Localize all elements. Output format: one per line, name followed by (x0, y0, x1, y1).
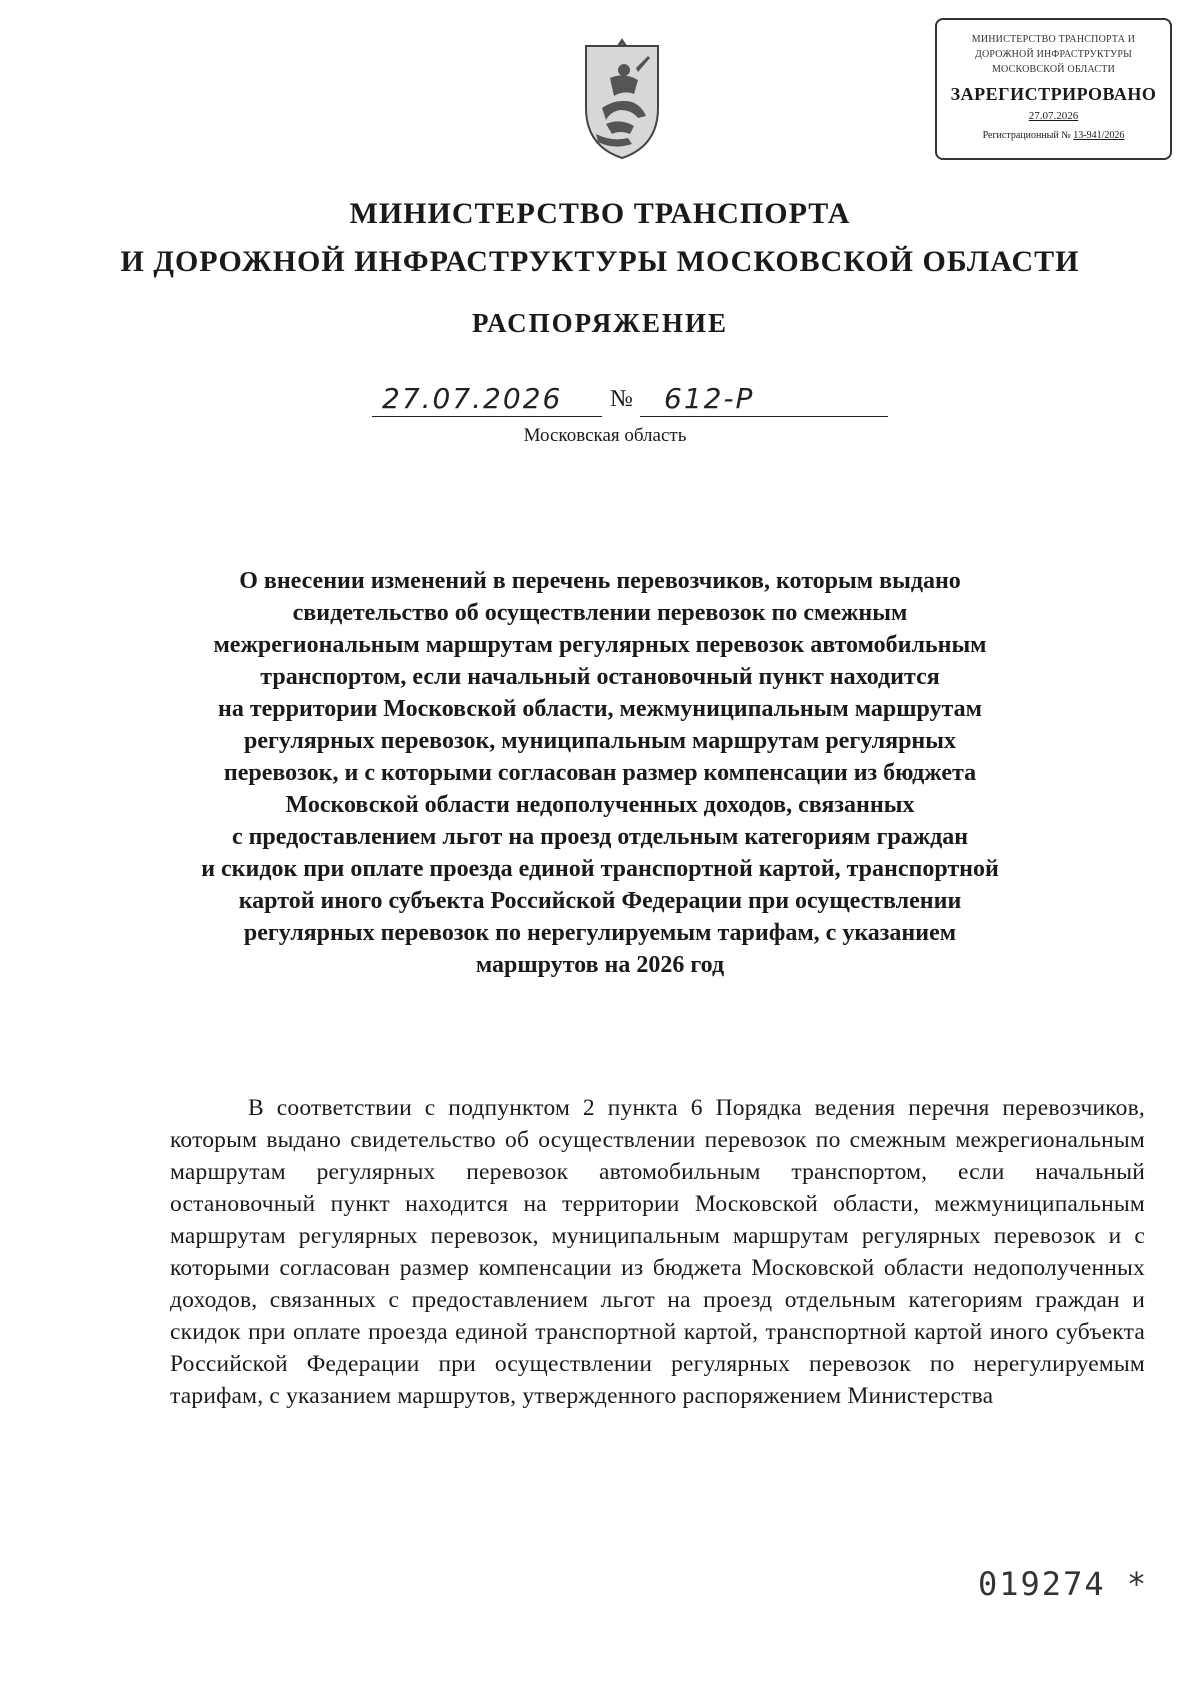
subject-line: Московской области недополученных доходов, связанных (285, 792, 915, 818)
subject-line: и скидок при оплате проезда единой транспортной картой, транспортной (201, 856, 999, 882)
location: Московская область (523, 425, 687, 446)
stamp-registration-row (937, 128, 1170, 144)
subject-line: перевозок, и с которыми согласован размер компенсации из бюджета (223, 760, 977, 786)
document-code: 019274 * (978, 1565, 1149, 1603)
number-sign: № (610, 386, 633, 412)
subject-line: свидетельство об осуществлении перевозок по смежным (292, 600, 908, 626)
subject-line: О внесении изменений в перечень перевозчиков, которым выдано (239, 568, 961, 594)
stamp-org-line-3: МОСКОВСКОЙ ОБЛАСТИ (991, 64, 1116, 75)
subject-line: регулярных перевозок, муниципальным маршрутам регулярных (244, 728, 956, 754)
document-type: РАСПОРЯЖЕНИЕ (471, 308, 729, 338)
document-subject (170, 565, 1030, 981)
date-underline (372, 416, 602, 417)
subject-line: картой иного субъекта Российской Федерации при осуществлении (238, 888, 962, 914)
registration-stamp (935, 18, 1172, 160)
stamp-reg-label: Регистрационный № (982, 130, 1071, 141)
stamp-reg-number: 13-941/2026 (1073, 130, 1125, 141)
ministry-title-line-1: МИНИСТЕРСТВО ТРАНСПОРТА (349, 197, 851, 230)
number-underline (640, 416, 888, 417)
stamp-org-line-1: МИНИСТЕРСТВО ТРАНСПОРТА И (971, 34, 1136, 45)
ministry-title-line-2: И ДОРОЖНОЙ ИНФРАСТРУКТУРЫ МОСКОВСКОЙ ОБЛАСТИ (120, 245, 1080, 278)
handwritten-date: 27.07.2026 (382, 382, 563, 415)
subject-line: с предоставлением льгот на проезд отдельным категориям граждан (231, 824, 969, 850)
stamp-org-line-2: ДОРОЖНОЙ ИНФРАСТРУКТУРЫ (974, 49, 1133, 60)
stamp-date: 27.07.2026 (1028, 110, 1079, 122)
ministry-title (0, 190, 1200, 286)
moscow-oblast-coat-of-arms-icon (572, 38, 672, 164)
handwritten-number: 612-Р (664, 382, 755, 415)
subject-line: регулярных перевозок по нерегулируемым тарифам, с указанием (243, 920, 957, 946)
subject-line: межрегиональным маршрутам регулярных перевозок автомобильным (213, 632, 987, 658)
body-paragraph: В соответствии с подпунктом 2 пункта 6 Порядка ведения перечня перевозчиков, которым выдано свидетельство об осуществлении перевозок по смежным межрегиональным маршрутам регулярных перевозок автомобильным транспортом, если начальный остановочный пункт находится на территории Московской области, межмуниципальным маршрутам регулярных перевозок, муниципальным маршрутам регулярных перевозок и с которыми согласован размер компенсации из бюджета Московской области недополученных доходов, связанных с предоставлением льгот на проезд отдельным категориям граждан и скидок при оплате проезда единой транспортной картой, транспортной картой иного субъекта Российской Федерации при осуществлении регулярных перевозок по нерегулируемым тарифам, с указанием маршрутов, утвержденного распоряжением Министерства (170, 1094, 1145, 1409)
stamp-status: ЗАРЕГИСТРИРОВАНО (950, 84, 1157, 104)
subject-line: маршрутов на 2026 год (475, 952, 725, 978)
subject-line: на территории Московской области, межмуниципальным маршрутам (218, 696, 982, 722)
date-number-line (372, 382, 892, 422)
subject-line: транспортом, если начальный остановочный пункт находится (260, 664, 940, 690)
